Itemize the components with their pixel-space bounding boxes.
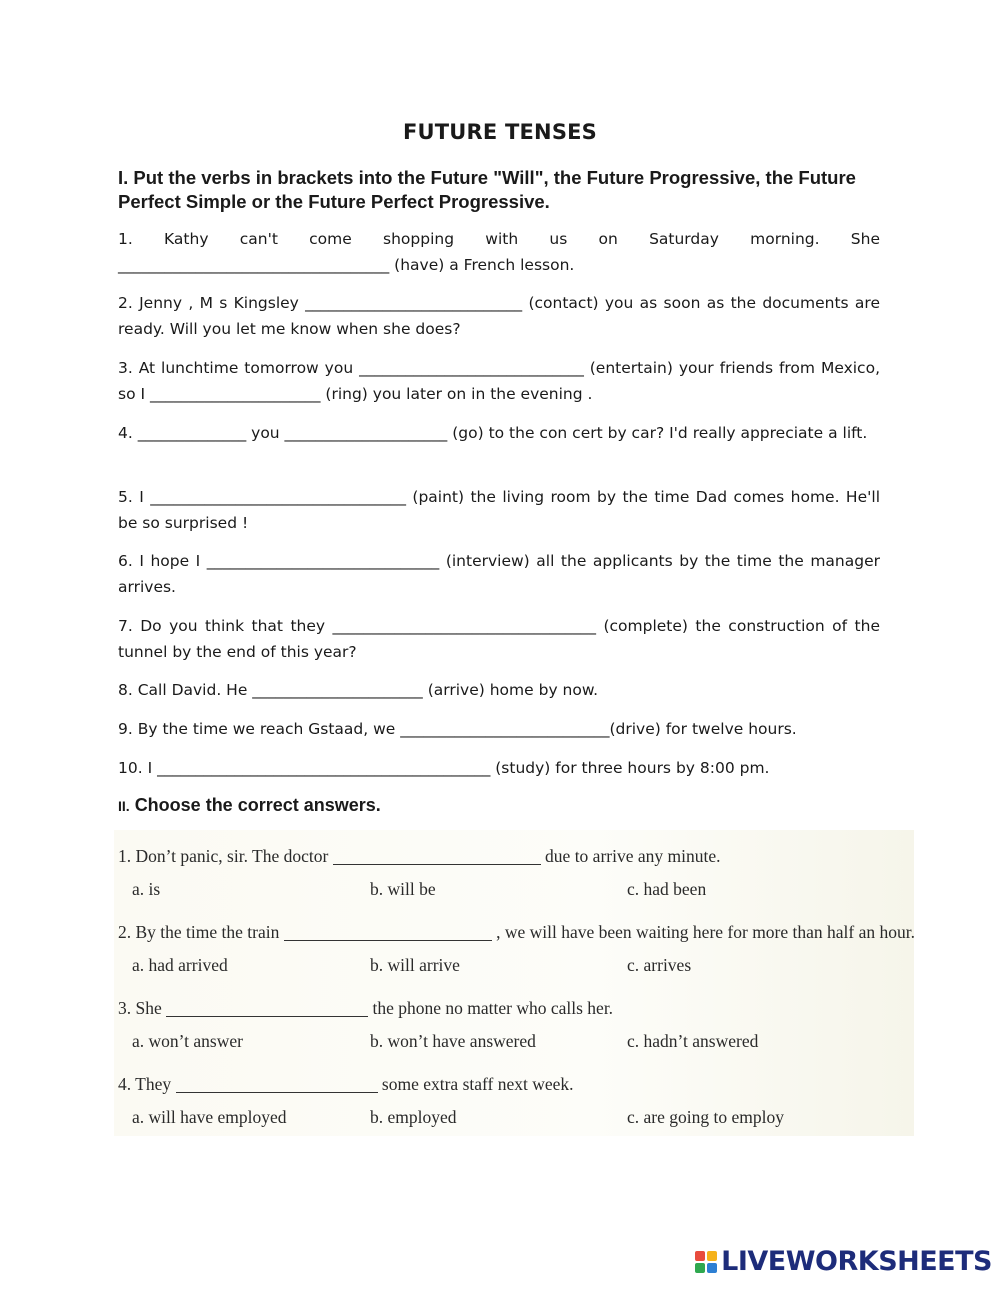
- answer-blank[interactable]: [333, 848, 541, 865]
- mc-question-3: 3. She the phone no matter who calls her.: [118, 998, 614, 1018]
- question-8: 8. Call David. He ______________________ (arrive) home by now.: [118, 681, 599, 699]
- mc-option-a[interactable]: a. had arrived: [132, 955, 228, 975]
- section-1-heading: I. Put the verbs in brackets into the Future "Will", the Future Progressive, the Future Perfect Simple or the Future Perfect Progressive.: [118, 167, 856, 212]
- question-1: 1. Kathy can't come shopping with us on Saturday morning. She ___________________________________ (have) a French lesson.: [118, 230, 885, 274]
- mc-option-c[interactable]: c. arrives: [627, 955, 692, 975]
- mc-option-b[interactable]: b. will arrive: [370, 955, 460, 975]
- answer-blank[interactable]: [284, 924, 492, 941]
- mc-question-2: 2. By the time the train , we will have been waiting here for more than half an hour.: [118, 922, 915, 942]
- question-2: 2. Jenny , M s Kingsley ____________________________ (contact) you as soon as the documents are ready. Will you let me know when she does?: [118, 294, 885, 338]
- mc-option-a[interactable]: a. will have employed: [132, 1107, 287, 1127]
- question-3: 3. At lunchtime tomorrow you _____________________________ (entertain) your friends from Mexico, so I ______________________ (ring) you later on in the evening .: [118, 359, 885, 403]
- answer-blank[interactable]: [176, 1076, 378, 1093]
- mc-option-b[interactable]: b. won’t have answered: [370, 1031, 536, 1051]
- section-2-title: Choose the correct answers.: [134, 795, 381, 815]
- mc-option-c[interactable]: c. hadn’t answered: [627, 1031, 759, 1051]
- mc-question-1: 1. Don’t panic, sir. The doctor due to arrive any minute.: [118, 846, 721, 866]
- question-5: 5. I _________________________________ (paint) the living room by the time Dad comes home. He'll be so surprised !: [118, 488, 885, 532]
- mc-option-a[interactable]: a. won’t answer: [132, 1031, 243, 1051]
- mc-option-a[interactable]: a. is: [132, 879, 161, 899]
- answer-blank[interactable]: [166, 1000, 368, 1017]
- question-6: 6. I hope I ______________________________ (interview) all the applicants by the time the manager arrives.: [118, 552, 885, 596]
- scanned-exercise: [114, 830, 914, 1136]
- mc-option-c[interactable]: c. are going to employ: [627, 1107, 784, 1127]
- mc-option-b[interactable]: b. will be: [370, 879, 436, 899]
- logo-mark-icon: [695, 1251, 717, 1273]
- logo-square: [707, 1263, 717, 1273]
- liveworksheets-logo: [695, 1246, 992, 1277]
- page-title: FUTURE TENSES: [402, 120, 598, 144]
- logo-square: [695, 1251, 705, 1261]
- question-7: 7. Do you think that they __________________________________ (complete) the construction of the tunnel by the end of this year?: [118, 617, 885, 661]
- mc-option-c[interactable]: c. had been: [627, 879, 707, 899]
- mc-option-b[interactable]: b. employed: [370, 1107, 457, 1127]
- section-2-number: II.: [118, 798, 130, 814]
- question-4: 4. ______________ you _____________________ (go) to the con cert by car? I'd really appreciate a lift.: [118, 424, 868, 442]
- question-9: 9. By the time we reach Gstaad, we ___________________________(drive) for twelve hours.: [118, 720, 797, 738]
- mc-question-4: 4. They some extra staff next week.: [118, 1074, 574, 1094]
- logo-square: [707, 1251, 717, 1261]
- section-2-heading: [118, 795, 381, 816]
- logo-square: [695, 1263, 705, 1273]
- brand-name: LIVEWORKSHEETS: [721, 1246, 992, 1277]
- question-10: 10. I ___________________________________________ (study) for three hours by 8:00 pm.: [118, 759, 770, 777]
